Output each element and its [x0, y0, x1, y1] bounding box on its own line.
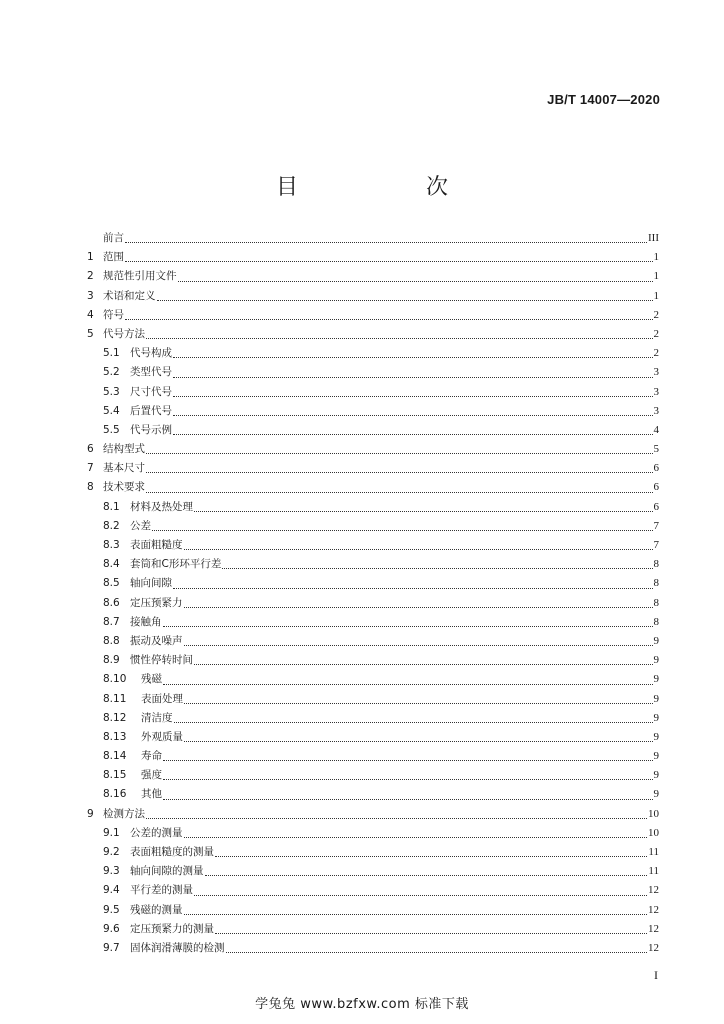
toc-dot-leader — [146, 452, 653, 454]
toc-entry[interactable] — [87, 344, 659, 363]
toc-entry[interactable] — [87, 920, 659, 939]
toc-entry-number: 9.3 — [103, 865, 120, 878]
toc-entry[interactable] — [87, 862, 659, 881]
toc-entry[interactable] — [87, 402, 659, 421]
toc-entry-number: 8.16 — [103, 788, 127, 801]
toc-entry[interactable] — [87, 517, 659, 536]
toc-entry-label: 技术要求 — [103, 481, 145, 494]
toc-entry-number: 8.13 — [103, 730, 127, 743]
toc-entry-number: 9.4 — [103, 884, 120, 897]
toc-entry-number: 8.14 — [103, 750, 127, 763]
toc-entry[interactable] — [87, 306, 659, 325]
toc-entry-page: 11 — [648, 846, 659, 858]
toc-entry[interactable] — [87, 766, 659, 785]
toc-entry-label: 定压预紧力的测量 — [130, 922, 214, 935]
toc-entry-number: 8.2 — [103, 519, 120, 532]
standard-code: JB/T 14007—2020 — [547, 92, 660, 107]
toc-entry-label: 基本尺寸 — [103, 462, 145, 475]
toc-dot-leader — [184, 548, 653, 550]
toc-entry-page: 9 — [653, 750, 659, 763]
toc-dot-leader — [146, 337, 653, 339]
toc-entry-page: 2 — [653, 308, 659, 321]
page-number: I — [654, 968, 658, 982]
toc-entry-number: 8.11 — [103, 692, 127, 705]
toc-dot-leader — [163, 798, 653, 800]
toc-dot-leader — [184, 836, 648, 838]
toc-entry-page: 9 — [653, 634, 659, 647]
toc-entry-label: 代号方法 — [103, 327, 145, 340]
toc-entry-label: 残磁 — [141, 673, 162, 686]
toc-entry-number: 8.15 — [103, 769, 127, 782]
toc-dot-leader — [125, 241, 647, 243]
toc-dot-leader — [184, 702, 653, 704]
toc-entry-label: 公差 — [130, 519, 151, 532]
toc-entry-label: 检测方法 — [103, 807, 145, 820]
toc-entry-number: 3 — [87, 289, 94, 302]
toc-entry[interactable] — [87, 478, 659, 497]
toc-entry-page: 1 — [653, 251, 659, 264]
toc-entry-number: 8.5 — [103, 577, 120, 590]
toc-entry[interactable] — [87, 805, 659, 824]
toc-dot-leader — [226, 951, 648, 953]
toc-entry-number: 8.9 — [103, 654, 120, 667]
toc-entry-label: 类型代号 — [130, 366, 172, 379]
toc-entry[interactable] — [87, 594, 659, 613]
toc-entry-label: 术语和定义 — [103, 289, 156, 302]
toc-entry-page: 6 — [653, 481, 659, 494]
toc-entry-number: 5.4 — [103, 404, 120, 417]
toc-entry-number: 9.6 — [103, 922, 120, 935]
toc-entry-page: 10 — [648, 807, 659, 820]
toc-entry[interactable] — [87, 843, 659, 862]
toc-entry-page: 1 — [653, 289, 659, 302]
toc-entry-number: 5.1 — [103, 347, 120, 360]
toc-dot-leader — [146, 817, 647, 819]
toc-entry-page: 9 — [653, 692, 659, 705]
toc-entry-label: 套筒和C形环平行差 — [130, 558, 222, 571]
toc-entry-number: 8.10 — [103, 673, 127, 686]
toc-entry[interactable] — [87, 325, 659, 344]
toc-dot-leader — [163, 683, 653, 685]
toc-entry-page: 9 — [653, 769, 659, 782]
toc-dot-leader — [215, 855, 647, 857]
toc-entry-page: 4 — [653, 423, 659, 436]
toc-entry[interactable] — [87, 690, 659, 709]
toc-entry-page: 12 — [648, 884, 659, 897]
toc-entry-page: 3 — [653, 366, 659, 379]
toc-entry-page: 3 — [653, 385, 659, 398]
toc-entry-page: 9 — [653, 730, 659, 743]
toc-entry[interactable] — [87, 421, 659, 440]
toc-entry-label: 寿命 — [141, 750, 162, 763]
toc-entry-page: 9 — [653, 711, 659, 724]
toc-entry-label: 前言 — [103, 232, 124, 244]
toc-entry-page: III — [648, 232, 659, 244]
toc-entry-label: 表面处理 — [141, 692, 183, 705]
toc-entry-number: 4 — [87, 308, 94, 321]
toc-entry-label: 尺寸代号 — [130, 385, 172, 398]
toc-entry[interactable] — [87, 939, 659, 958]
toc-entry-number: 2 — [87, 270, 94, 283]
toc-entry-page: 8 — [653, 577, 659, 590]
toc-entry[interactable] — [87, 248, 659, 267]
toc-entry-number: 9.2 — [103, 846, 120, 858]
toc-entry-label: 后置代号 — [130, 404, 172, 417]
toc-entry-label: 代号示例 — [130, 423, 172, 436]
toc-dot-leader — [146, 491, 653, 493]
toc-entry-page: 11 — [648, 865, 659, 878]
toc-entry-page: 1 — [653, 270, 659, 283]
toc-entry[interactable] — [87, 459, 659, 478]
toc-entry-label: 其他 — [141, 788, 162, 801]
toc-entry[interactable] — [87, 574, 659, 593]
toc-entry[interactable] — [87, 440, 659, 459]
toc-entry-page: 5 — [653, 443, 659, 456]
toc-dot-leader — [163, 625, 653, 627]
toc-entry-label: 轴向间隙的测量 — [130, 865, 204, 878]
toc-entry[interactable] — [87, 267, 659, 286]
toc-entry-label: 公差的测量 — [130, 826, 183, 839]
toc-entry-label: 固体润滑薄膜的检测 — [130, 941, 225, 954]
toc-entry-label: 表面粗糙度 — [130, 539, 183, 551]
toc-entry-page: 8 — [653, 558, 659, 571]
toc-dot-leader — [152, 529, 653, 531]
toc-entry[interactable] — [87, 632, 659, 651]
toc-entry-label: 表面粗糙度的测量 — [130, 846, 214, 858]
toc-entry[interactable] — [87, 651, 659, 670]
toc-entry-number: 9.5 — [103, 903, 120, 916]
toc-dot-leader — [222, 567, 652, 569]
page-title: 目 次 — [275, 175, 476, 200]
table-of-contents — [87, 229, 659, 958]
toc-entry-label: 残磁的测量 — [130, 903, 183, 916]
toc-entry-page: 9 — [653, 654, 659, 667]
toc-entry-label: 强度 — [141, 769, 162, 782]
toc-entry-number: 9.1 — [103, 826, 120, 839]
toc-entry-page: 9 — [653, 788, 659, 801]
toc-entry-page: 9 — [653, 673, 659, 686]
toc-entry-number: 8 — [87, 481, 94, 494]
toc-dot-leader — [184, 606, 653, 608]
toc-entry-number: 5.5 — [103, 423, 120, 436]
toc-entry-number: 1 — [87, 251, 94, 264]
toc-entry[interactable] — [87, 709, 659, 728]
toc-entry-page: 2 — [653, 347, 659, 360]
toc-entry-page: 8 — [653, 615, 659, 628]
toc-entry-label: 外观质量 — [141, 730, 183, 743]
toc-dot-leader — [184, 644, 653, 646]
toc-dot-leader — [163, 759, 653, 761]
toc-entry-label: 清洁度 — [141, 711, 173, 724]
toc-entry-label: 材料及热处理 — [130, 500, 193, 513]
toc-entry-page: 2 — [653, 327, 659, 340]
toc-dot-leader — [125, 318, 653, 320]
toc-entry-number: 8.4 — [103, 558, 120, 571]
toc-dot-leader — [215, 932, 647, 934]
toc-entry-page: 12 — [648, 941, 659, 954]
toc-entry-page: 12 — [648, 903, 659, 916]
toc-entry-label: 振动及噪声 — [130, 634, 183, 647]
toc-dot-leader — [173, 356, 653, 358]
toc-entry[interactable] — [87, 881, 659, 900]
toc-dot-leader — [173, 395, 653, 397]
toc-entry-label: 规范性引用文件 — [103, 270, 177, 283]
toc-entry-label: 轴向间隙 — [130, 577, 172, 590]
toc-dot-leader — [146, 471, 653, 473]
toc-entry-page: 12 — [648, 922, 659, 935]
toc-entry[interactable] — [87, 383, 659, 402]
toc-entry-label: 符号 — [103, 308, 124, 321]
toc-entry[interactable] — [87, 613, 659, 632]
toc-entry-number: 8.12 — [103, 711, 127, 724]
toc-entry-label: 代号构成 — [130, 347, 172, 360]
toc-entry-number: 9.7 — [103, 941, 120, 954]
toc-entry[interactable] — [87, 670, 659, 689]
toc-entry[interactable] — [87, 287, 659, 306]
toc-dot-leader — [178, 280, 653, 282]
toc-entry-number: 8.8 — [103, 634, 120, 647]
toc-entry-label: 惯性停转时间 — [130, 654, 193, 667]
toc-entry-page: 7 — [653, 539, 659, 551]
toc-entry[interactable] — [87, 901, 659, 920]
toc-entry-number: 8.3 — [103, 539, 120, 551]
toc-dot-leader — [173, 376, 653, 378]
toc-entry-label: 结构型式 — [103, 443, 145, 456]
toc-entry-number: 8.7 — [103, 615, 120, 628]
toc-entry-number: 5 — [87, 327, 94, 340]
toc-dot-leader — [184, 740, 653, 742]
toc-entry-page: 6 — [653, 462, 659, 475]
toc-entry-label: 范围 — [103, 251, 124, 264]
toc-dot-leader — [173, 433, 653, 435]
toc-entry-page: 10 — [648, 826, 659, 839]
toc-entry-label: 定压预紧力 — [130, 596, 183, 609]
toc-entry-number: 8.1 — [103, 500, 120, 513]
toc-dot-leader — [163, 778, 653, 780]
toc-entry-number: 7 — [87, 462, 94, 475]
toc-entry[interactable] — [87, 536, 659, 555]
toc-entry-page: 8 — [653, 596, 659, 609]
toc-entry[interactable] — [87, 498, 659, 517]
toc-dot-leader — [194, 510, 653, 512]
toc-entry[interactable] — [87, 555, 659, 574]
toc-entry[interactable] — [87, 747, 659, 766]
toc-dot-leader — [125, 260, 653, 262]
toc-entry-number: 9 — [87, 807, 94, 820]
toc-entry-page: 3 — [653, 404, 659, 417]
toc-entry[interactable] — [87, 229, 659, 248]
toc-entry-number: 8.6 — [103, 596, 120, 609]
toc-entry[interactable] — [87, 728, 659, 747]
toc-dot-leader — [174, 721, 653, 723]
toc-dot-leader — [173, 587, 653, 589]
watermark: 学兔兔 www.bzfxw.com 标准下载 — [255, 997, 469, 1012]
toc-entry-label: 接触角 — [130, 615, 162, 628]
toc-entry-page: 7 — [653, 519, 659, 532]
toc-dot-leader — [205, 874, 648, 876]
toc-dot-leader — [157, 299, 653, 301]
toc-dot-leader — [194, 663, 653, 665]
toc-dot-leader — [184, 913, 648, 915]
toc-entry-page: 6 — [653, 500, 659, 513]
toc-entry[interactable] — [87, 785, 659, 804]
toc-entry[interactable] — [87, 363, 659, 382]
toc-dot-leader — [173, 414, 653, 416]
toc-entry-number: 6 — [87, 443, 94, 456]
toc-entry[interactable] — [87, 824, 659, 843]
toc-dot-leader — [194, 894, 647, 896]
toc-entry-label: 平行差的测量 — [130, 884, 193, 897]
toc-entry-number: 5.2 — [103, 366, 120, 379]
toc-entry-number: 5.3 — [103, 385, 120, 398]
